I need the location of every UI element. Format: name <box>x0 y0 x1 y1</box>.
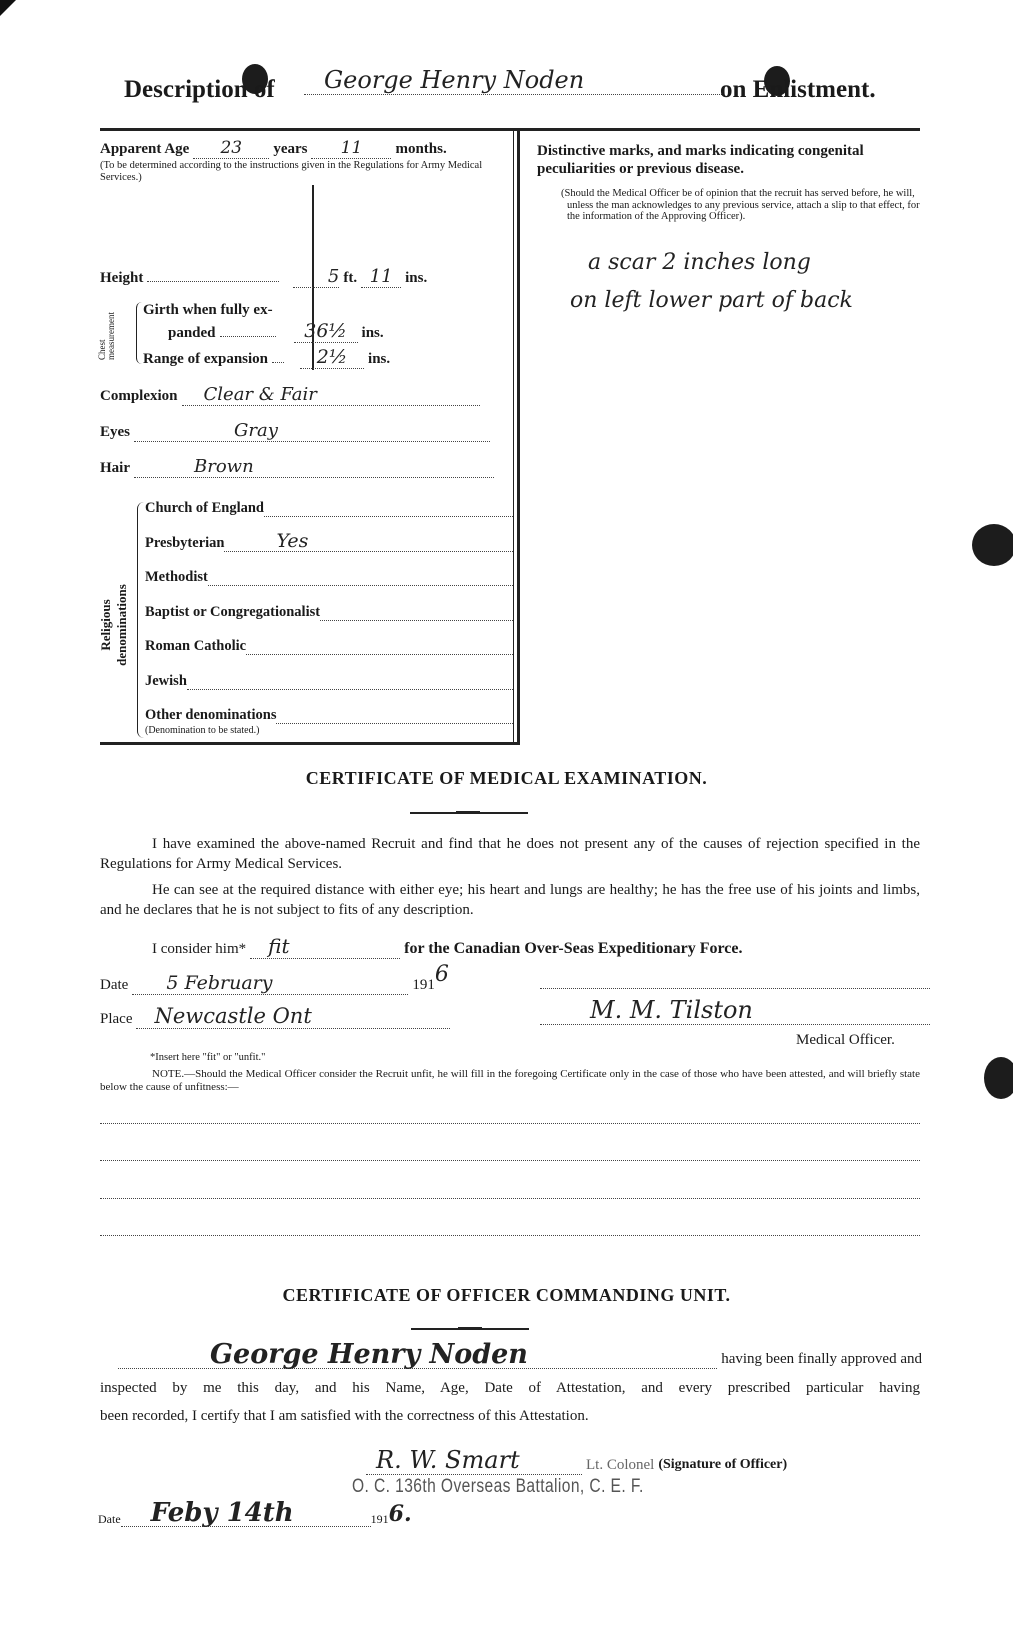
chest-brace <box>136 302 143 364</box>
religion-item-label: Baptist or Congregationalist <box>145 603 321 620</box>
years-label: years <box>273 141 308 157</box>
header-name: George Henry Noden <box>304 66 724 95</box>
religion-item-value[interactable] <box>264 500 513 517</box>
officer-date-value[interactable]: Feby 14th <box>121 1500 371 1527</box>
religion-item-value[interactable] <box>208 569 513 586</box>
height-feet-value[interactable]: 5 <box>293 266 339 288</box>
religion-side-label-1: Religious <box>98 599 113 651</box>
medical-place-row <box>100 1004 500 1029</box>
officer-line-2: inspected by me this day, and his Name, Age, Date of Attestation, and every prescribed particular having <box>100 1380 920 1396</box>
unfitness-line-1[interactable] <box>100 1123 920 1124</box>
officer-date-year-suffix[interactable]: 6. <box>388 1501 412 1527</box>
medical-officer-title: Medical Officer. <box>796 1032 895 1048</box>
medical-signature-line-top <box>540 988 930 989</box>
girth-value[interactable]: 36½ <box>294 320 358 343</box>
distinctive-marks-title: Distinctive marks, and marks indicating congenital peculiarities or previous disease. <box>537 143 864 177</box>
girth-label-1: Girth when fully ex- <box>143 302 273 318</box>
girth-label-2: panded <box>168 325 216 341</box>
officer-signature-row <box>366 1446 926 1475</box>
medical-cert-rule-center <box>456 811 480 814</box>
officer-name-row <box>118 1339 922 1370</box>
medical-cert-para-2: He can see at the required distance with either eye; his heart and lungs are healthy; he has the free use of his joints and limbs, and he declares that he is not subject to fits of any description. <box>100 882 920 918</box>
distinctive-marks-line-1[interactable]: a scar 2 inches long <box>588 250 811 275</box>
distinctive-marks-line-2[interactable]: on left lower part of back <box>570 288 853 313</box>
officer-line-3: been recorded, I certify that I am satisfied with the correctness of this Attestation. <box>100 1408 589 1424</box>
bottom-rule <box>100 742 520 745</box>
medical-place-label: Place <box>100 1011 133 1027</box>
religion-item-label: Jewish <box>145 672 187 689</box>
range-unit: ins. <box>368 351 391 367</box>
religion-item-label: Other denominations <box>145 707 277 723</box>
officer-date-label: Date <box>98 1512 121 1526</box>
height-label: Height <box>100 270 144 286</box>
religion-list <box>145 500 513 737</box>
ft-label: ft. <box>343 270 358 286</box>
consider-suffix: for the Canadian Over-Seas Expeditionary Force. <box>404 940 743 957</box>
medical-officer-signature[interactable]: M. M. Tilston <box>540 996 930 1025</box>
religion-item[interactable] <box>145 707 513 725</box>
consider-prefix: I consider him* <box>152 941 247 957</box>
religion-side-label <box>98 565 130 685</box>
officer-date-row <box>98 1500 458 1527</box>
religion-item-value[interactable] <box>187 673 513 690</box>
header-suffix: on Enlistment. <box>720 76 876 103</box>
medical-date-row <box>100 962 500 995</box>
religion-item[interactable] <box>145 604 513 639</box>
top-rule <box>100 128 920 131</box>
medical-date-label: Date <box>100 977 129 993</box>
medical-cert-heading: CERTIFICATE OF MEDICAL EXAMINATION. <box>305 768 708 788</box>
religion-item[interactable] <box>145 569 513 604</box>
height-row <box>100 266 510 288</box>
fitness-value[interactable]: fit <box>250 934 400 959</box>
girth-leader <box>220 336 276 337</box>
officer-stamp: O. C. 136th Overseas Battalion, C. E. F. <box>352 1476 644 1497</box>
officer-rank: Lt. Colonel <box>586 1457 655 1473</box>
header-prefix: Description of <box>124 76 275 103</box>
consider-row <box>152 934 932 959</box>
religion-brace <box>137 502 144 738</box>
age-months-value[interactable]: 11 <box>311 138 391 159</box>
religion-item-value[interactable] <box>320 604 513 621</box>
chest-side-label: Chest measurement <box>97 312 116 360</box>
religion-item[interactable] <box>145 673 513 708</box>
officer-cert-rule-center <box>458 1327 482 1330</box>
officer-cert-name[interactable]: George Henry Noden <box>118 1342 717 1369</box>
girth-unit: ins. <box>361 325 384 341</box>
range-leader <box>272 362 284 363</box>
range-value[interactable]: 2½ <box>300 346 364 369</box>
document-header <box>124 66 914 110</box>
medical-date-year-suffix[interactable]: 6 <box>434 962 449 987</box>
column-divider-thin <box>513 131 514 743</box>
complexion-row <box>100 384 512 406</box>
eyes-value[interactable]: Gray <box>134 420 490 442</box>
apparent-age-note: (To be determined according to the instructions given in the Regulations for Army Medical Services.) <box>100 160 483 183</box>
punch-hole-right-mid <box>972 524 1013 566</box>
religion-other-note: (Denomination to be stated.) <box>145 725 260 736</box>
officer-line-1-suffix: having been finally approved and <box>721 1351 922 1367</box>
range-label: Range of expansion <box>143 351 269 367</box>
religion-item-value[interactable] <box>276 707 513 724</box>
corner-fold <box>0 0 16 16</box>
punch-hole-right-lower <box>984 1057 1013 1099</box>
religion-item-value[interactable] <box>246 638 513 655</box>
religion-item[interactable] <box>145 529 513 570</box>
medical-note: NOTE.—Should the Medical Officer consider the Recruit unfit, he will fill in the foregoing Certificate only in the case of those who have been attested, and will briefly state below the cause of unfitness:— <box>100 1068 920 1093</box>
religion-item[interactable] <box>145 500 513 535</box>
age-years-value[interactable]: 23 <box>193 138 269 159</box>
months-label: months. <box>395 141 447 157</box>
girth-row <box>168 320 508 343</box>
officer-signature-label: (Signature of Officer) <box>658 1457 788 1472</box>
hair-label: Hair <box>100 460 130 476</box>
religion-item-label: Methodist <box>145 569 208 585</box>
officer-cert-heading: CERTIFICATE OF OFFICER COMMANDING UNIT. <box>282 1285 731 1305</box>
religion-item[interactable] <box>145 638 513 673</box>
medical-cert-para-1: I have examined the above-named Recruit and find that he does not present any of the causes of rejection specified in the Regulations for Army Medical Services. <box>100 836 920 872</box>
ins-label: ins. <box>405 270 428 286</box>
unfitness-line-2[interactable] <box>100 1160 920 1161</box>
medical-footnote: *Insert here "fit" or "unfit." <box>150 1052 266 1063</box>
column-divider <box>517 131 520 743</box>
religion-item-value[interactable]: Yes <box>224 535 513 552</box>
distinctive-marks-note: (Should the Medical Officer be of opinion that the recruit has served before, he will, unless the man acknowledges to any previous service, attach a slip to that effect, for the information of the Approving Officer). <box>561 188 920 222</box>
medical-date-year-prefix: 191 <box>412 977 435 993</box>
range-row <box>143 346 508 369</box>
eyes-label: Eyes <box>100 424 130 440</box>
apparent-age-label: Apparent Age <box>100 141 190 157</box>
hair-row <box>100 456 512 478</box>
hair-value[interactable]: Brown <box>134 456 494 478</box>
unfitness-line-4[interactable] <box>100 1235 920 1236</box>
unfitness-line-3[interactable] <box>100 1198 920 1199</box>
officer-signature[interactable]: R. W. Smart <box>366 1446 582 1475</box>
eyes-row <box>100 420 512 442</box>
complexion-label: Complexion <box>100 388 178 404</box>
religion-item-label: Church of England <box>145 500 264 516</box>
religion-item-label: Presbyterian <box>145 534 225 551</box>
height-leader <box>147 281 279 282</box>
religion-side-label-2: denominations <box>114 584 129 666</box>
medical-place-value[interactable]: Newcastle Ont <box>136 1004 450 1029</box>
officer-date-year-prefix: 191 <box>370 1512 389 1526</box>
religion-item-label: Roman Catholic <box>145 638 247 654</box>
apparent-age-row <box>100 138 510 159</box>
complexion-value[interactable]: Clear & Fair <box>182 384 480 406</box>
medical-date-value[interactable]: 5 February <box>132 972 408 995</box>
height-inches-value[interactable]: 11 <box>361 266 401 288</box>
